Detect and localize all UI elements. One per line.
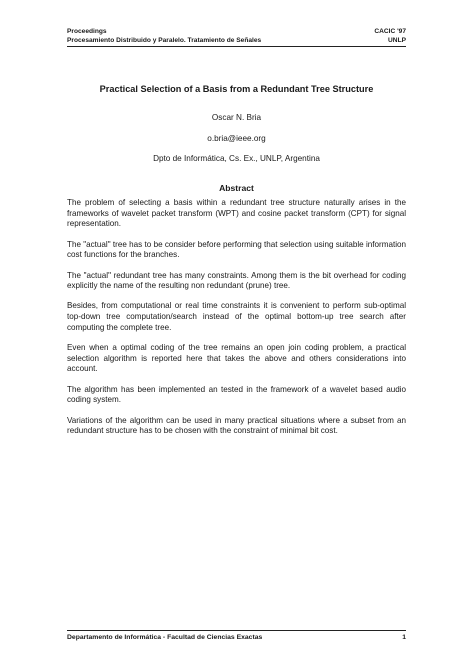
running-header	[67, 27, 406, 45]
header-track: Procesamiento Distribuido y Paralelo. Tratamiento de Señales	[67, 37, 262, 44]
running-footer	[67, 634, 406, 641]
abstract-heading: Abstract	[219, 183, 254, 193]
abstract-paragraph: The "actual" redundant tree has many constraints. Among them is the bit overhead for coding explicitly the name of the resulting non redundant (prune) tree.	[67, 270, 406, 291]
header-university: UNLP	[388, 37, 406, 44]
header-row-1	[67, 27, 406, 36]
abstract-paragraph: The algorithm has been implemented an tested in the framework of a wavelet based audio coding system.	[67, 384, 406, 405]
abstract-paragraph: Variations of the algorithm can be used in many practical situations where a subset from an redundant structure has to be chosen with the constraint of minimal bit cost.	[67, 415, 406, 436]
paper-title: Practical Selection of a Basis from a Redundant Tree Structure	[99, 84, 374, 94]
author-name: Oscar N. Bria	[211, 113, 262, 122]
abstract-paragraph: Besides, from computational or real time constraints it is convenient to perform sub-optimal top-down tree computation/search instead of the optimal bottom-up tree search after computing the complete tree.	[67, 301, 406, 332]
footer-department: Departamento de Informática - Facultad de Ciencias Exactas	[67, 634, 263, 641]
author-email: o.bria@ieee.org	[207, 134, 266, 143]
abstract-paragraph: The "actual" tree has to be consider before performing that selection using suitable information cost functions for the branches.	[67, 239, 406, 260]
header-row-2	[67, 36, 406, 45]
header-proceedings: Proceedings	[67, 28, 107, 35]
abstract-paragraph: Even when a optimal coding of the tree remains an open join coding problem, a practical selection algorithm is reported here that takes the above and others considerations into account.	[67, 343, 406, 374]
author-affiliation: Dpto de Informática, Cs. Ex., UNLP, Argentina	[153, 154, 320, 163]
page-number: 1	[402, 634, 406, 641]
header-divider	[67, 46, 406, 47]
abstract-body	[67, 198, 406, 446]
abstract-paragraph: The problem of selecting a basis within a redundant tree structure naturally arises in the frameworks of wavelet packet transform (WPT) and cosine packet transform (CPT) for signal representation.	[67, 198, 406, 229]
header-conference: CACIC '97	[374, 28, 406, 35]
footer-divider	[67, 630, 406, 631]
